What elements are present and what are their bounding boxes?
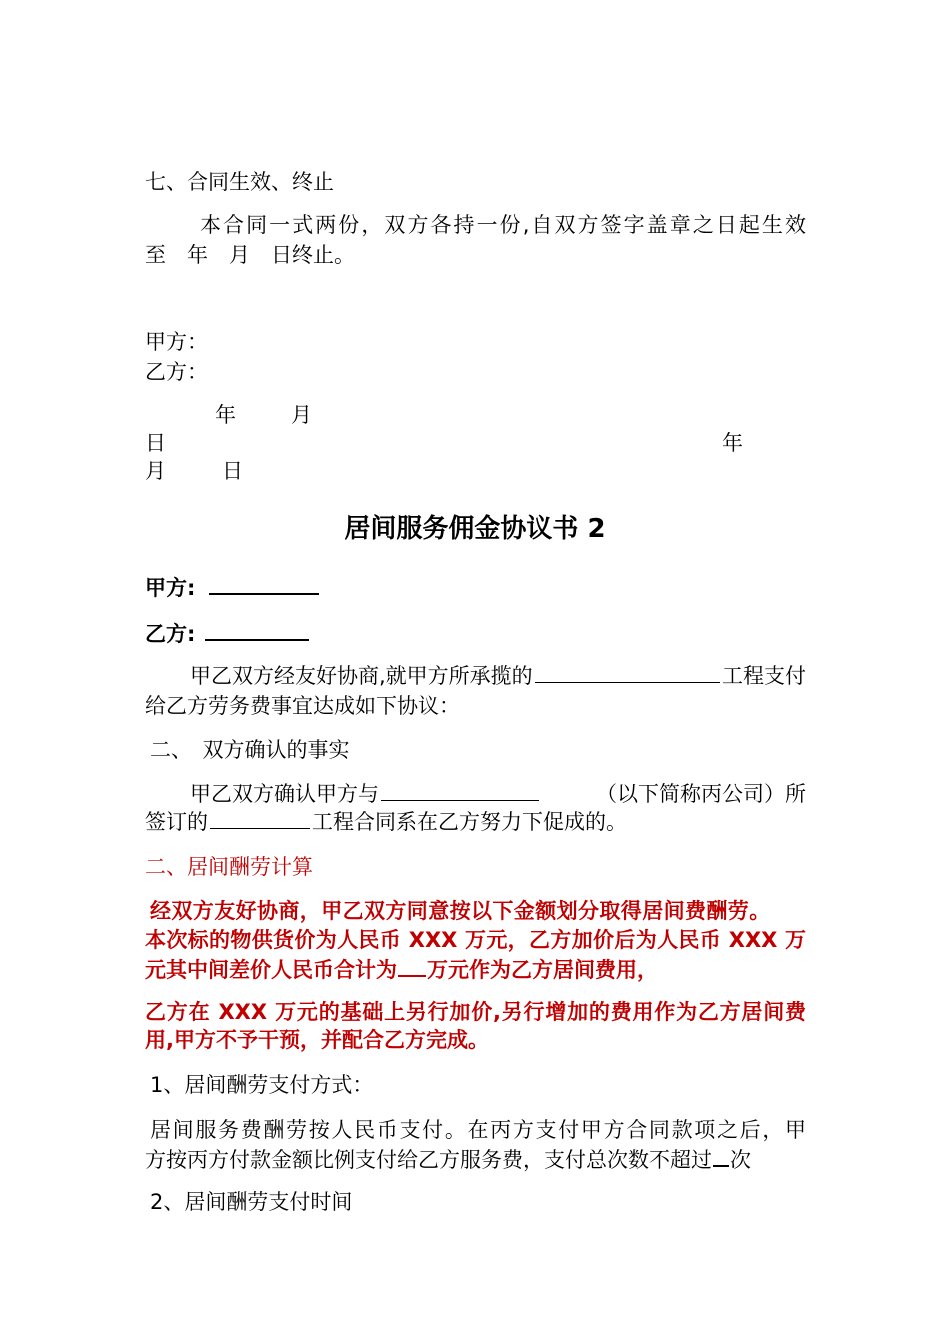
subsection-heading: 2、居间酬劳支付时间 xyxy=(150,1190,353,1214)
facts-text: 甲乙双方确认甲方与 xyxy=(190,782,379,806)
calc-line: 乙方在 XXX 万元的基础上另行加价,另行增加的费用作为乙方居间费 xyxy=(145,1000,806,1024)
paragraph-line: 至 年 月 日终止。 xyxy=(145,243,355,267)
payment-line: 居间服务费酬劳按人民币支付。在丙方支付甲方合同款项之后，甲 xyxy=(150,1118,806,1142)
date-month: 月 xyxy=(145,459,166,483)
party-a-field xyxy=(145,573,319,602)
party-b-field xyxy=(145,619,309,648)
date-day: 日 xyxy=(222,459,243,483)
party-a-label: 甲方： xyxy=(145,330,208,354)
date-day: 日 xyxy=(145,431,166,455)
date-year: 年 xyxy=(215,403,236,427)
facts-line xyxy=(145,808,627,836)
calc-line xyxy=(145,955,658,984)
paragraph-line: 本合同一式两份，双方各持一份,自双方签字盖章之日起生效 xyxy=(200,213,806,237)
facts-text: 工程合同系在乙方努力下促成的。 xyxy=(312,810,627,834)
intro-text: 甲乙双方经友好协商,就甲方所承揽的 xyxy=(190,664,533,688)
party-a-blank xyxy=(209,573,319,595)
intro-line: 给乙方劳务费事宜达成如下协议： xyxy=(145,694,460,718)
times-blank xyxy=(713,1145,729,1167)
subsection-heading: 1、居间酬劳支付方式： xyxy=(150,1073,374,1097)
calc-text: 元其中间差价人民币合计为 xyxy=(145,958,397,982)
party-b-label: 乙方： xyxy=(145,360,208,384)
intro-text: 工程支付 xyxy=(722,664,806,688)
section-heading: 二、居间酬劳计算 xyxy=(145,855,313,879)
contract-blank xyxy=(210,808,310,829)
calc-line: 本次标的物供货价为人民币 XXX 万元，乙方加价后为人民币 XXX 万 xyxy=(145,928,806,952)
date-month: 月 xyxy=(291,403,312,427)
document-title: 居间服务佣金协议书 2 xyxy=(344,514,606,544)
calc-text: 万元作为乙方居间费用， xyxy=(427,958,658,982)
facts-text: 签订的 xyxy=(145,810,208,834)
facts-line xyxy=(190,780,806,808)
amount-blank xyxy=(398,955,426,977)
payment-text: 方按丙方付款金额比例支付给乙方服务费，支付总次数不超过 xyxy=(145,1148,712,1172)
payment-line xyxy=(145,1145,751,1174)
party-a-label: 甲方: xyxy=(145,576,196,600)
calc-line: 用,甲方不予干预，并配合乙方完成。 xyxy=(145,1028,489,1052)
company-blank xyxy=(381,780,539,801)
calc-line: 经双方友好协商，甲乙双方同意按以下金额划分取得居间费酬劳。 xyxy=(150,899,771,923)
payment-text: 次 xyxy=(730,1148,751,1172)
intro-line xyxy=(190,662,806,690)
section-heading: 二、 双方确认的事实 xyxy=(150,738,350,762)
project-blank xyxy=(535,662,720,683)
date-year: 年 xyxy=(722,431,743,455)
party-b-label: 乙方: xyxy=(145,622,196,646)
section-heading: 七、合同生效、终止 xyxy=(145,170,334,194)
party-b-blank xyxy=(205,619,309,641)
facts-text: （以下简称丙公司）所 xyxy=(596,782,806,806)
